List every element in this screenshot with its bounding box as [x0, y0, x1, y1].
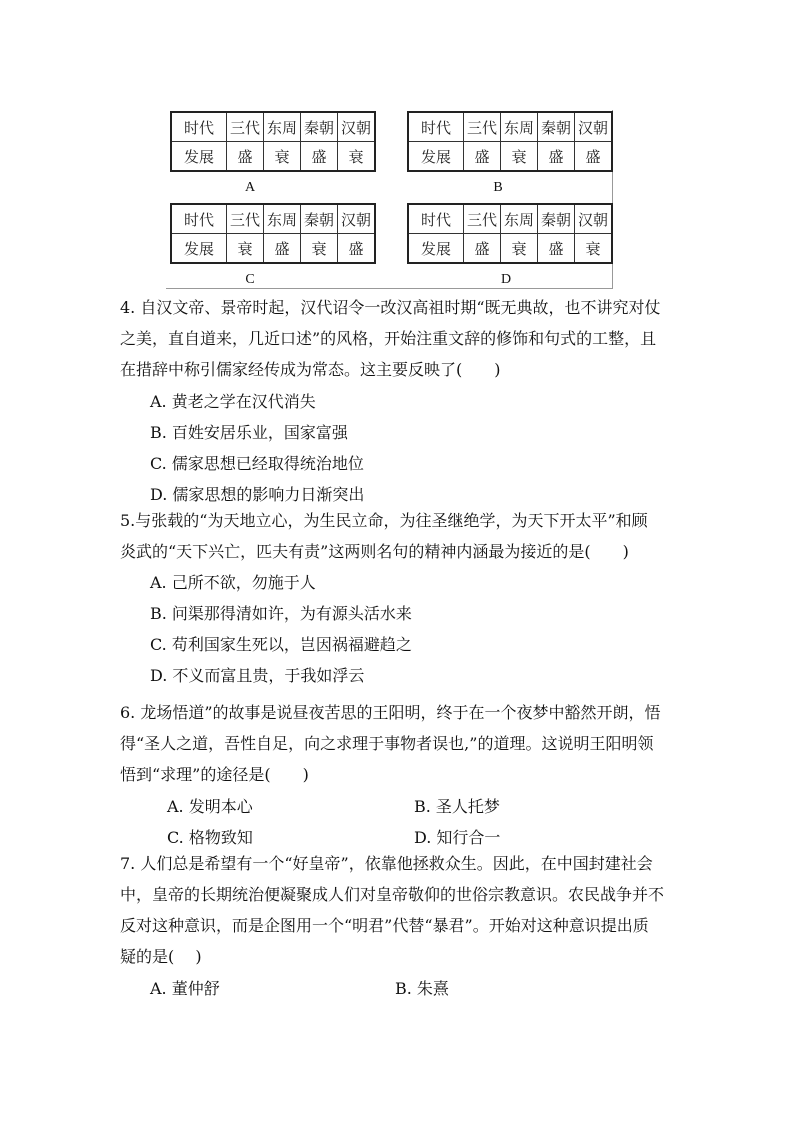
header-cell: 汉朝 — [338, 112, 376, 142]
question-5 — [120, 505, 680, 567]
q7-option-b: B. 朱熹 — [395, 979, 449, 998]
row-cell: 衰 — [501, 142, 538, 172]
header-cell: 时代 — [171, 204, 227, 234]
q6-option-d: D. 知行合一 — [414, 828, 501, 847]
option-table-a — [170, 111, 376, 172]
question-text-line: 疑的是( ) — [120, 947, 202, 966]
question-text-line: 之美，直自道来，几近口述”的风格，开始注重文辞的修饰和句式的工整，且 — [120, 329, 657, 348]
header-cell: 秦朝 — [301, 112, 338, 142]
row-cell: 盛 — [264, 234, 301, 264]
question-6 — [120, 697, 680, 790]
header-cell: 时代 — [408, 204, 464, 234]
header-cell: 三代 — [464, 112, 501, 142]
row-cell: 衰 — [227, 234, 264, 264]
option-table-b — [407, 111, 613, 172]
row-cell: 衰 — [338, 142, 376, 172]
header-cell: 秦朝 — [301, 204, 338, 234]
question-text-line: 6. 龙场悟道”的故事是说昼夜苦思的王阳明，终于在一个夜梦中豁然开朗，悟 — [120, 703, 661, 722]
row-cell: 盛 — [227, 142, 264, 172]
question-text-line: 炎武的“天下兴亡，匹夫有责”这两则名句的精神内涵最为接近的是( ) — [120, 542, 629, 561]
q4-option-d: D. 儒家思想的影响力日渐突出 — [150, 485, 365, 504]
row-cell: 衰 — [301, 234, 338, 264]
header-cell: 三代 — [227, 112, 264, 142]
question-text-line: 反对这种意识，而是企图用一个“明君”代替“暴君”。开始对这种意识提出质 — [120, 916, 649, 935]
row-cell: 盛 — [301, 142, 338, 172]
header-cell: 东周 — [264, 204, 301, 234]
q4-option-a: A. 黄老之学在汉代消失 — [150, 392, 316, 411]
question-text-line: 5.与张载的“为天地立心，为生民立命，为往圣继绝学，为天下开太平”和顾 — [120, 511, 648, 530]
header-cell: 时代 — [408, 112, 464, 142]
question-4 — [120, 292, 680, 385]
q7-option-a: A. 董仲舒 — [150, 979, 220, 998]
q6-option-b: B. 圣人托梦 — [414, 797, 500, 816]
table-label-c: C — [245, 272, 255, 287]
header-cell: 秦朝 — [538, 112, 575, 142]
header-cell: 东周 — [501, 112, 538, 142]
header-cell: 东周 — [501, 204, 538, 234]
q6-option-a: A. 发明本心 — [167, 797, 253, 816]
row-cell: 盛 — [538, 142, 575, 172]
table-label-d: D — [500, 272, 512, 287]
question-7 — [120, 848, 680, 972]
question-text-line: 7. 人们总是希望有一个“好皇帝”，依靠他拯救众生。因此，在中国封建社会 — [120, 854, 653, 873]
header-cell: 三代 — [227, 204, 264, 234]
row-cell: 盛 — [464, 142, 501, 172]
row-cell: 发展 — [171, 234, 227, 264]
q4-option-c: C. 儒家思想已经取得统治地位 — [150, 454, 364, 473]
header-cell: 东周 — [264, 112, 301, 142]
question-text-line: 4. 自汉文帝、景帝时起，汉代诏令一改汉高祖时期“既无典故，也不讲究对仗 — [120, 298, 661, 317]
header-cell: 时代 — [171, 112, 227, 142]
row-cell: 衰 — [264, 142, 301, 172]
q5-option-a: A. 己所不欲，勿施于人 — [150, 573, 316, 592]
q6-option-c: C. 格物致知 — [167, 828, 253, 847]
q5-option-c: C. 苟利国家生死以，岂因祸福避趋之 — [150, 635, 412, 654]
option-table-c — [170, 203, 376, 264]
question-text-line: 悟到“求理”的途径是( ) — [120, 765, 309, 784]
row-cell: 盛 — [338, 234, 376, 264]
question-text-line: 得“圣人之道，吾性自足，向之求理于事物者误也,”的道理。这说明王阳明领 — [120, 734, 654, 753]
row-cell: 衰 — [575, 234, 613, 264]
row-cell: 盛 — [538, 234, 575, 264]
q5-option-b: B. 问渠那得清如许，为有源头活水来 — [150, 604, 412, 623]
row-cell: 盛 — [575, 142, 613, 172]
header-cell: 汉朝 — [575, 204, 613, 234]
header-cell: 秦朝 — [538, 204, 575, 234]
header-cell: 汉朝 — [575, 112, 613, 142]
row-cell: 衰 — [501, 234, 538, 264]
row-cell: 发展 — [408, 234, 464, 264]
row-cell: 发展 — [171, 142, 227, 172]
row-cell: 盛 — [464, 234, 501, 264]
header-cell: 三代 — [464, 204, 501, 234]
q5-option-d: D. 不义而富且贵，于我如浮云 — [150, 666, 365, 685]
header-cell: 汉朝 — [338, 204, 376, 234]
option-table-d — [407, 203, 613, 264]
table-label-b: B — [493, 180, 503, 195]
q4-option-b: B. 百姓安居乐业，国家富强 — [150, 423, 348, 442]
question-text-line: 中，皇帝的长期统治便凝聚成人们对皇帝敬仰的世俗宗教意识。农民战争并不 — [120, 885, 665, 904]
row-cell: 发展 — [408, 142, 464, 172]
question-text-line: 在措辞中称引儒家经传成为常态。这主要反映了( ) — [120, 360, 501, 379]
table-label-a: A — [244, 180, 256, 195]
